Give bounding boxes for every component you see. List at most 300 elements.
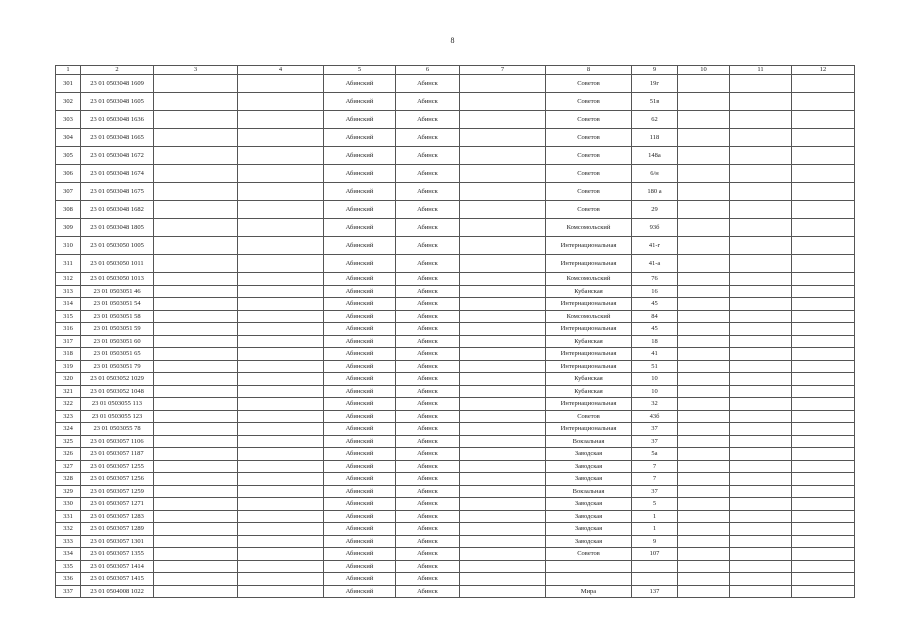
- table-cell-col-12: [792, 385, 855, 398]
- table-cell-col-6: Абинск: [396, 273, 460, 286]
- table-cell-col-1: 303: [56, 111, 81, 129]
- table-cell-col-3: [154, 348, 238, 361]
- table-cell-col-6: Абинск: [396, 373, 460, 386]
- table-cell-col-8: [546, 560, 632, 573]
- table-cell-col-10: [678, 460, 730, 473]
- table-cell-col-1: 310: [56, 237, 81, 255]
- table-cell-col-4: [238, 335, 324, 348]
- table-row: [56, 348, 855, 361]
- table-cell-col-4: [238, 423, 324, 436]
- table-cell-col-3: [154, 255, 238, 273]
- table-cell-col-6: Абинск: [396, 310, 460, 323]
- table-cell-col-10: [678, 147, 730, 165]
- table-cell-col-10: [678, 237, 730, 255]
- table-cell-col-2: 23 01 0503057 1289: [81, 523, 154, 536]
- table-row: [56, 460, 855, 473]
- table-cell-col-7: [460, 129, 546, 147]
- table-cell-col-6: Абинск: [396, 75, 460, 93]
- table-cell-col-5: Абинский: [324, 435, 396, 448]
- table-row: [56, 473, 855, 486]
- table-cell-col-4: [238, 310, 324, 323]
- table-cell-col-1: 335: [56, 560, 81, 573]
- table-cell-col-4: [238, 410, 324, 423]
- table-cell-col-3: [154, 310, 238, 323]
- table-cell-col-3: [154, 573, 238, 586]
- table-cell-col-7: [460, 585, 546, 598]
- table-cell-col-7: [460, 398, 546, 411]
- table-cell-col-11: [730, 323, 792, 336]
- table-cell-col-6: Абинск: [396, 498, 460, 511]
- table-cell-col-8: Интернациональная: [546, 323, 632, 336]
- table-row: [56, 111, 855, 129]
- table-cell-col-12: [792, 435, 855, 448]
- table-cell-col-10: [678, 373, 730, 386]
- table-cell-col-10: [678, 448, 730, 461]
- table-cell-col-6: Абинск: [396, 535, 460, 548]
- table-row: [56, 435, 855, 448]
- table-cell-col-8: Заводская: [546, 473, 632, 486]
- table-cell-col-11: [730, 360, 792, 373]
- table-cell-col-5: Абинский: [324, 75, 396, 93]
- table-cell-col-6: Абинск: [396, 385, 460, 398]
- table-cell-col-9: 180 а: [632, 183, 678, 201]
- column-header-row: [56, 66, 855, 75]
- table-cell-col-9: 62: [632, 111, 678, 129]
- table-cell-col-12: [792, 255, 855, 273]
- table-row: [56, 535, 855, 548]
- table-cell-col-4: [238, 435, 324, 448]
- table-cell-col-7: [460, 498, 546, 511]
- table-cell-col-9: 45: [632, 298, 678, 311]
- table-cell-col-10: [678, 129, 730, 147]
- table-cell-col-4: [238, 585, 324, 598]
- table-row: [56, 335, 855, 348]
- table-cell-col-9: [632, 573, 678, 586]
- table-cell-col-10: [678, 183, 730, 201]
- table-cell-col-9: 37: [632, 435, 678, 448]
- table-cell-col-9: 41: [632, 348, 678, 361]
- table-cell-col-8: Советов: [546, 75, 632, 93]
- table-cell-col-11: [730, 398, 792, 411]
- table-cell-col-9: 19г: [632, 75, 678, 93]
- table-cell-col-4: [238, 183, 324, 201]
- table-cell-col-7: [460, 410, 546, 423]
- table-cell-col-4: [238, 75, 324, 93]
- table-cell-col-8: Советов: [546, 183, 632, 201]
- table-cell-col-2: 23 01 0503051 60: [81, 335, 154, 348]
- table-cell-col-12: [792, 323, 855, 336]
- table-cell-col-12: [792, 219, 855, 237]
- table-cell-col-12: [792, 523, 855, 536]
- table-cell-col-9: 1: [632, 523, 678, 536]
- table-row: [56, 273, 855, 286]
- table-cell-col-5: Абинский: [324, 410, 396, 423]
- table-cell-col-1: 308: [56, 201, 81, 219]
- table-cell-col-5: Абинский: [324, 523, 396, 536]
- table-cell-col-1: 320: [56, 373, 81, 386]
- table-cell-col-10: [678, 498, 730, 511]
- table-cell-col-6: Абинск: [396, 237, 460, 255]
- table-cell-col-6: Абинск: [396, 460, 460, 473]
- table-cell-col-4: [238, 147, 324, 165]
- table-cell-col-7: [460, 111, 546, 129]
- table-cell-col-1: 302: [56, 93, 81, 111]
- table-cell-col-3: [154, 373, 238, 386]
- table-cell-col-10: [678, 585, 730, 598]
- table-cell-col-12: [792, 348, 855, 361]
- table-row: [56, 485, 855, 498]
- table-cell-col-10: [678, 548, 730, 561]
- table-cell-col-1: 309: [56, 219, 81, 237]
- table-cell-col-5: Абинский: [324, 237, 396, 255]
- table-cell-col-6: Абинск: [396, 560, 460, 573]
- table-cell-col-3: [154, 335, 238, 348]
- table-cell-col-10: [678, 285, 730, 298]
- table-cell-col-11: [730, 335, 792, 348]
- table-cell-col-5: Абинский: [324, 585, 396, 598]
- table-cell-col-1: 312: [56, 273, 81, 286]
- table-cell-col-10: [678, 165, 730, 183]
- table-cell-col-12: [792, 373, 855, 386]
- table-cell-col-7: [460, 373, 546, 386]
- table-cell-col-1: 314: [56, 298, 81, 311]
- table-cell-col-11: [730, 585, 792, 598]
- table-cell-col-3: [154, 410, 238, 423]
- table-cell-col-12: [792, 147, 855, 165]
- table-cell-col-12: [792, 273, 855, 286]
- table-cell-col-10: [678, 485, 730, 498]
- table-cell-col-11: [730, 485, 792, 498]
- table-cell-col-12: [792, 398, 855, 411]
- table-cell-col-9: 29: [632, 201, 678, 219]
- table-cell-col-11: [730, 535, 792, 548]
- table-cell-col-10: [678, 75, 730, 93]
- table-cell-col-1: 333: [56, 535, 81, 548]
- table-cell-col-6: Абинск: [396, 335, 460, 348]
- table-cell-col-8: Интернациональная: [546, 298, 632, 311]
- table-cell-col-7: [460, 360, 546, 373]
- table-cell-col-8: Советов: [546, 111, 632, 129]
- table-cell-col-6: Абинск: [396, 348, 460, 361]
- table-cell-col-11: [730, 165, 792, 183]
- table-cell-col-8: Интернациональная: [546, 237, 632, 255]
- table-cell-col-11: [730, 573, 792, 586]
- table-cell-col-5: Абинский: [324, 498, 396, 511]
- table-cell-col-1: 317: [56, 335, 81, 348]
- table-cell-col-7: [460, 560, 546, 573]
- table-row: [56, 201, 855, 219]
- table-cell-col-3: [154, 448, 238, 461]
- table-cell-col-2: 23 01 0503057 1271: [81, 498, 154, 511]
- table-cell-col-8: Кубанская: [546, 285, 632, 298]
- table-cell-col-4: [238, 323, 324, 336]
- table-cell-col-6: Абинск: [396, 423, 460, 436]
- table-cell-col-6: Абинск: [396, 111, 460, 129]
- table-cell-col-5: Абинский: [324, 323, 396, 336]
- table-cell-col-2: 23 01 0503048 1682: [81, 201, 154, 219]
- table-cell-col-2: 23 01 0503057 1255: [81, 460, 154, 473]
- table-cell-col-2: 23 01 0503051 65: [81, 348, 154, 361]
- table-cell-col-9: 7: [632, 473, 678, 486]
- table-cell-col-9: 148а: [632, 147, 678, 165]
- table-cell-col-12: [792, 201, 855, 219]
- table-cell-col-12: [792, 237, 855, 255]
- table-cell-col-6: Абинск: [396, 285, 460, 298]
- table-cell-col-6: Абинск: [396, 93, 460, 111]
- table-cell-col-5: Абинский: [324, 373, 396, 386]
- table-cell-col-1: 322: [56, 398, 81, 411]
- table-cell-col-7: [460, 298, 546, 311]
- table-row: [56, 510, 855, 523]
- table-cell-col-2: 23 01 0503057 1283: [81, 510, 154, 523]
- table-cell-col-10: [678, 510, 730, 523]
- table-cell-col-5: Абинский: [324, 201, 396, 219]
- table-cell-col-1: 321: [56, 385, 81, 398]
- table-cell-col-4: [238, 273, 324, 286]
- table-cell-col-7: [460, 219, 546, 237]
- table-cell-col-6: Абинск: [396, 585, 460, 598]
- table-cell-col-2: 23 01 0503050 1013: [81, 273, 154, 286]
- table-cell-col-5: Абинский: [324, 111, 396, 129]
- table-cell-col-3: [154, 201, 238, 219]
- table-cell-col-4: [238, 219, 324, 237]
- table-cell-col-12: [792, 93, 855, 111]
- table-row: [56, 147, 855, 165]
- table-cell-col-3: [154, 585, 238, 598]
- table-row: [56, 129, 855, 147]
- table-cell-col-6: Абинск: [396, 473, 460, 486]
- table-cell-col-8: Заводская: [546, 523, 632, 536]
- table-cell-col-2: 23 01 0503051 59: [81, 323, 154, 336]
- table-cell-col-1: 306: [56, 165, 81, 183]
- table-cell-col-8: Кубанская: [546, 335, 632, 348]
- table-cell-col-10: [678, 523, 730, 536]
- table-cell-col-7: [460, 385, 546, 398]
- table-cell-col-5: Абинский: [324, 460, 396, 473]
- table-cell-col-2: 23 01 0503057 1301: [81, 535, 154, 548]
- table-cell-col-11: [730, 237, 792, 255]
- table-cell-col-7: [460, 183, 546, 201]
- table-cell-col-8: Комсомольский: [546, 310, 632, 323]
- table-row: [56, 298, 855, 311]
- table-cell-col-4: [238, 360, 324, 373]
- table-cell-col-12: [792, 298, 855, 311]
- table-cell-col-6: Абинск: [396, 129, 460, 147]
- table-cell-col-2: 23 01 0503048 1665: [81, 129, 154, 147]
- table-cell-col-4: [238, 285, 324, 298]
- table-cell-col-2: 23 01 0503048 1605: [81, 93, 154, 111]
- table-cell-col-7: [460, 75, 546, 93]
- table-cell-col-2: 23 01 0503057 1187: [81, 448, 154, 461]
- table-cell-col-12: [792, 285, 855, 298]
- table-cell-col-5: Абинский: [324, 273, 396, 286]
- table-cell-col-4: [238, 473, 324, 486]
- table-cell-col-12: [792, 548, 855, 561]
- table-cell-col-10: [678, 111, 730, 129]
- table-cell-col-5: Абинский: [324, 398, 396, 411]
- table-cell-col-6: Абинск: [396, 510, 460, 523]
- table-cell-col-7: [460, 535, 546, 548]
- table-cell-col-4: [238, 348, 324, 361]
- table-cell-col-7: [460, 423, 546, 436]
- table-cell-col-4: [238, 373, 324, 386]
- table-cell-col-1: 307: [56, 183, 81, 201]
- table-row: [56, 183, 855, 201]
- table-cell-col-3: [154, 535, 238, 548]
- table-cell-col-12: [792, 448, 855, 461]
- table-row: [56, 448, 855, 461]
- table-cell-col-2: 23 01 0503048 1636: [81, 111, 154, 129]
- table-cell-col-3: [154, 423, 238, 436]
- table-cell-col-12: [792, 111, 855, 129]
- table-cell-col-2: 23 01 0503055 78: [81, 423, 154, 436]
- table-cell-col-9: 37: [632, 485, 678, 498]
- table-cell-col-11: [730, 523, 792, 536]
- table-cell-col-12: [792, 585, 855, 598]
- table-cell-col-2: 23 01 0503057 1259: [81, 485, 154, 498]
- table-cell-col-3: [154, 360, 238, 373]
- table-cell-col-10: [678, 348, 730, 361]
- table-cell-col-7: [460, 201, 546, 219]
- table-cell-col-7: [460, 548, 546, 561]
- table-cell-col-11: [730, 201, 792, 219]
- table-cell-col-8: Советов: [546, 201, 632, 219]
- column-header-3: 3: [154, 66, 238, 75]
- table-cell-col-3: [154, 460, 238, 473]
- table-row: [56, 75, 855, 93]
- table-cell-col-4: [238, 460, 324, 473]
- table-cell-col-10: [678, 298, 730, 311]
- table-cell-col-7: [460, 165, 546, 183]
- table-cell-col-2: 23 01 0503057 1414: [81, 560, 154, 573]
- table-cell-col-1: 313: [56, 285, 81, 298]
- table-row: [56, 523, 855, 536]
- table-cell-col-6: Абинск: [396, 298, 460, 311]
- table-cell-col-5: Абинский: [324, 147, 396, 165]
- table-cell-col-7: [460, 93, 546, 111]
- table-cell-col-8: Советов: [546, 165, 632, 183]
- table-cell-col-9: 7: [632, 460, 678, 473]
- table-row: [56, 560, 855, 573]
- table-cell-col-10: [678, 310, 730, 323]
- column-header-12: 12: [792, 66, 855, 75]
- table-cell-col-2: 23 01 0503051 46: [81, 285, 154, 298]
- table-cell-col-12: [792, 498, 855, 511]
- table-cell-col-8: Интернациональная: [546, 255, 632, 273]
- column-header-9: 9: [632, 66, 678, 75]
- table-cell-col-10: [678, 273, 730, 286]
- table-cell-col-1: 325: [56, 435, 81, 448]
- table-cell-col-8: Комсомольский: [546, 219, 632, 237]
- table-cell-col-3: [154, 129, 238, 147]
- table-cell-col-4: [238, 498, 324, 511]
- table-cell-col-5: Абинский: [324, 548, 396, 561]
- table-cell-col-2: 23 01 0503057 1106: [81, 435, 154, 448]
- table-cell-col-4: [238, 523, 324, 536]
- table-cell-col-11: [730, 560, 792, 573]
- table-row: [56, 573, 855, 586]
- table-cell-col-8: Кубанская: [546, 373, 632, 386]
- column-header-6: 6: [396, 66, 460, 75]
- table-cell-col-12: [792, 423, 855, 436]
- table-cell-col-2: 23 01 0503048 1674: [81, 165, 154, 183]
- table-cell-col-5: Абинский: [324, 183, 396, 201]
- table-cell-col-2: 23 01 0503050 1011: [81, 255, 154, 273]
- table-cell-col-1: 319: [56, 360, 81, 373]
- table-cell-col-4: [238, 111, 324, 129]
- table-cell-col-11: [730, 448, 792, 461]
- table-cell-col-4: [238, 165, 324, 183]
- table-cell-col-9: 118: [632, 129, 678, 147]
- table-cell-col-2: 23 01 0503048 1672: [81, 147, 154, 165]
- table-cell-col-5: Абинский: [324, 510, 396, 523]
- table-cell-col-10: [678, 410, 730, 423]
- table-cell-col-6: Абинск: [396, 255, 460, 273]
- table-cell-col-4: [238, 548, 324, 561]
- table-cell-col-2: 23 01 0503051 58: [81, 310, 154, 323]
- table-cell-col-11: [730, 423, 792, 436]
- table-cell-col-4: [238, 535, 324, 548]
- table-cell-col-11: [730, 385, 792, 398]
- table-cell-col-2: 23 01 0503052 1029: [81, 373, 154, 386]
- table-cell-col-6: Абинск: [396, 573, 460, 586]
- table-cell-col-3: [154, 147, 238, 165]
- table-cell-col-5: Абинский: [324, 165, 396, 183]
- table-row: [56, 423, 855, 436]
- table-cell-col-5: Абинский: [324, 573, 396, 586]
- table-cell-col-2: 23 01 0503048 1805: [81, 219, 154, 237]
- table-cell-col-9: 76: [632, 273, 678, 286]
- table-cell-col-12: [792, 310, 855, 323]
- table-cell-col-9: 5а: [632, 448, 678, 461]
- table-cell-col-1: 324: [56, 423, 81, 436]
- table-cell-col-3: [154, 219, 238, 237]
- table-cell-col-4: [238, 510, 324, 523]
- table-cell-col-1: 334: [56, 548, 81, 561]
- table-cell-col-3: [154, 560, 238, 573]
- table-cell-col-9: 1: [632, 510, 678, 523]
- column-header-7: 7: [460, 66, 546, 75]
- table-cell-col-7: [460, 147, 546, 165]
- table-cell-col-6: Абинск: [396, 147, 460, 165]
- column-header-10: 10: [678, 66, 730, 75]
- table-cell-col-1: 323: [56, 410, 81, 423]
- table-cell-col-8: Советов: [546, 410, 632, 423]
- table-cell-col-1: 305: [56, 147, 81, 165]
- table-cell-col-6: Абинск: [396, 398, 460, 411]
- table-cell-col-6: Абинск: [396, 548, 460, 561]
- table-cell-col-3: [154, 435, 238, 448]
- table-cell-col-7: [460, 473, 546, 486]
- table-cell-col-8: Заводская: [546, 535, 632, 548]
- table-cell-col-12: [792, 335, 855, 348]
- table-cell-col-9: 43б: [632, 410, 678, 423]
- table-cell-col-6: Абинск: [396, 448, 460, 461]
- table-cell-col-2: 23 01 0503052 1048: [81, 385, 154, 398]
- table-cell-col-12: [792, 473, 855, 486]
- table-cell-col-4: [238, 129, 324, 147]
- table-cell-col-12: [792, 460, 855, 473]
- table-cell-col-9: 16: [632, 285, 678, 298]
- table-cell-col-3: [154, 398, 238, 411]
- table-cell-col-7: [460, 335, 546, 348]
- table-cell-col-8: Интернациональная: [546, 348, 632, 361]
- table-cell-col-3: [154, 273, 238, 286]
- table-cell-col-11: [730, 310, 792, 323]
- table-cell-col-7: [460, 435, 546, 448]
- table-cell-col-12: [792, 75, 855, 93]
- table-cell-col-12: [792, 165, 855, 183]
